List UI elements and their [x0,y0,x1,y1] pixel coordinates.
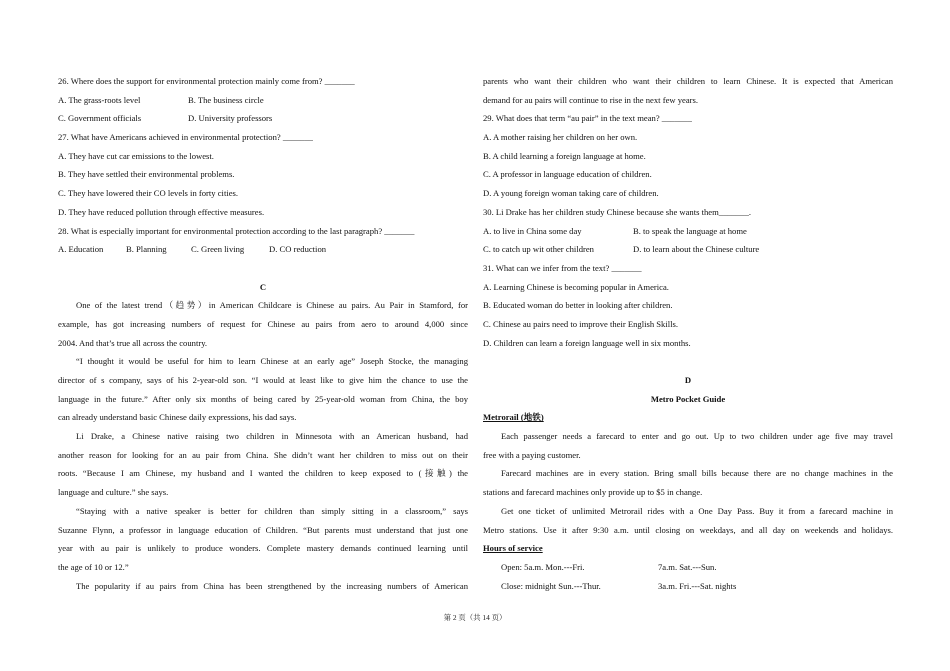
q26-question: 26. Where does the support for environmental protection mainly come from? _______ [58,76,355,86]
q28-option-d: D. CO reduction [269,244,327,255]
passage-c-line: language in the future.” After only six months of being cared by 25-year-old woman from China, the boy [58,393,468,404]
passage-c-continued-line: parents who want their children who want their children to learn Chinese. It is expected that American [483,76,893,86]
q29-option-d: D. A young foreign woman taking care of children. [483,188,659,199]
q31-question: 31. What can we infer from the text? _______ [483,262,642,273]
q30-option-c: C. to catch up wit other children [483,244,594,255]
section-d-title: D [684,375,692,385]
passage-c-line: year with au pair is unlikely to produce wonders. Complete mastery demands continued learning until [58,543,468,554]
q27-option-c: C. They have lowered their CO levels in forty cities. [58,188,239,199]
q30-option-d: D. to learn about the Chinese culture [633,244,760,255]
q29-question: 29. What does that term “au pair” in the text mean? _______ [483,113,692,124]
passage-c-line: Suzanne Flynn, a professor in language education of Children. “But parents must understand that just one [58,524,468,535]
metrorail-line: free with a paying customer. [483,449,581,460]
passage-c-line: “I thought it would be useful for him to learn Chinese at an early age” Joseph Stocke, the managing [76,356,468,367]
q30-option-b: B. to speak the language at home [633,225,747,236]
q28-options-row [58,240,468,259]
q28-option-c: C. Green living [191,244,245,255]
passage-c-line: director of s company, says of his 2-year-old son. “I would at least like to give him the chance to use the [58,375,468,385]
hours-row-open [483,558,893,577]
passage-c-line: language and culture.” she says. [58,487,169,498]
q27-option-b: B. They have settled their environmental problems. [58,169,235,180]
passage-c-line: “Staying with a native speaker is better for children than simply sitting in a classroom,” says [76,505,468,516]
section-d-subtitle: Metro Pocket Guide [650,393,726,404]
q27-question: 27. What have Americans achieved in environmental protection? _______ [58,132,313,143]
hours-open-weekend: 7a.m. Sat.---Sun. [658,561,717,572]
q28-question: 28. What is especially important for environmental protection according to the last paragraph? _______ [58,225,415,236]
q26-option-c: C. Government officials [58,113,142,124]
q27-option-a: A. They have cut car emissions to the lowest. [58,150,214,161]
metrorail-line: Get one ticket of unlimited Metrorail rides with a One Day Pass. Buy it from a farecard machine in [501,505,893,516]
q31-option-c: C. Chinese au pairs need to improve their English Skills. [483,318,679,329]
passage-c-line: 2004. And that’s true all across the country. [58,337,208,348]
q28-option-a: A. Education [58,244,104,255]
passage-c-line: Li Drake, a Chinese native raising two children in Minnesota with an American husband, had [76,431,468,442]
passage-c-line: roots. “Because I am Chinese, my husband and I wanted the children to keep exposed to (接触) the [58,468,468,479]
q31-option-a: A. Learning Chinese is becoming popular in America. [483,281,669,292]
passage-c-continued-line: demand for au pairs will continue to rise in the next few years. [483,94,699,105]
hours-row-close [483,577,893,596]
passage-c-line: another reason for looking for an au pair from China. She didn’t want her children to miss out on their [58,449,468,460]
passage-c-line: The popularity if au pairs from China has been strengthened by the increasing numbers of American [76,580,468,591]
right-column [483,72,893,595]
q31-option-b: B. Educated woman do better in looking after children. [483,300,673,311]
section-c-title: C [259,281,267,292]
hours-heading: Hours of service [483,543,543,554]
metrorail-line: stations and farecard machines only provide up to $5 in change. [483,487,703,498]
passage-c-line: can already understand basic Chinese daily expressions, his dad says. [58,412,297,423]
q30-options-row-1 [483,222,893,241]
q28-option-b: B. Planning [126,244,167,255]
q30-option-a: A. to live in China some day [483,225,582,236]
q30-question: 30. Li Drake has her children study Chinese because she wants them_______. [483,206,752,217]
q29-option-c: C. A professor in language education of children. [483,169,652,180]
hours-close-weekday: Close: midnight Sun.---Thur. [501,580,601,591]
q29-option-b: B. A child learning a foreign language at home. [483,150,646,161]
q26-option-a: A. The grass-roots level [58,94,141,105]
q27-option-d: D. They have reduced pollution through effective measures. [58,206,265,217]
q26-options-row-2 [58,109,468,128]
metrorail-heading: Metrorail (地铁) [483,412,544,423]
passage-c-line: One of the latest trend（趋势）in American Childcare is Chinese au pairs. Au Pair in Stamford, for [76,300,468,311]
metrorail-line: Farecard machines are in every station. Bring small bills because there are no change machines in the [501,468,893,479]
q26-options-row-1 [58,91,468,110]
left-column [58,72,468,595]
passage-c-line: the age of 10 or 12.” [58,561,129,572]
page-footer: 第 2 页（共 14 页） [443,613,507,622]
q26-option-d: D. University professors [188,113,273,124]
q26-option-b: B. The business circle [188,94,264,105]
hours-close-weekend: 3a.m. Fri.---Sat. nights [658,580,737,591]
metrorail-line: Metro stations. Use it after 9:30 a.m. until closing on weekdays, and all day on weekends and holidays. [483,524,893,535]
q29-option-a: A. A mother raising her children on her own. [483,132,638,143]
q30-options-row-2 [483,240,893,259]
passage-c-line: example, has got increasing numbers of request for Chinese au pairs from aero to around 4,000 since [58,318,468,329]
q31-option-d: D. Children can learn a foreign language well in six months. [483,337,691,348]
hours-open-weekday: Open: 5a.m. Mon.---Fri. [501,561,585,572]
metrorail-line: Each passenger needs a farecard to enter and go out. Up to two children under age five may travel [501,431,893,442]
